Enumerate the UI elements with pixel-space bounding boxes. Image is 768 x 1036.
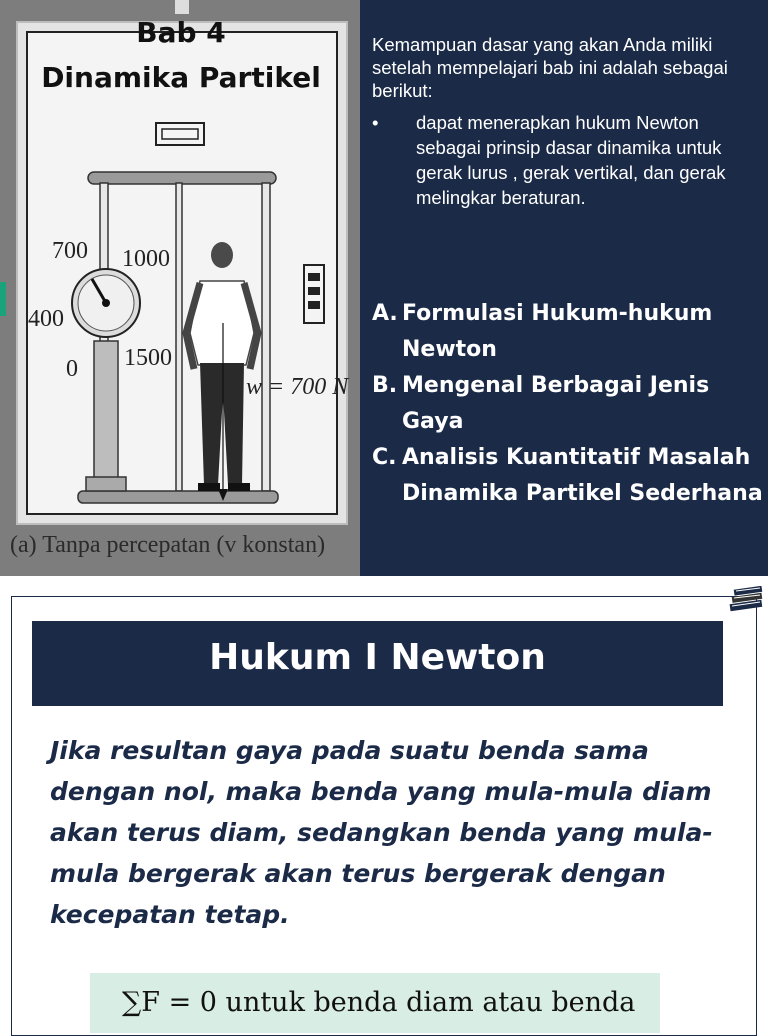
elevator-scale-illustration bbox=[28, 33, 336, 513]
outline-item bbox=[372, 440, 764, 512]
chapter-title bbox=[0, 10, 362, 100]
illustration-caption: (a) Tanpa percepatan (v konstan) bbox=[10, 532, 326, 558]
elevator-drawing bbox=[26, 31, 338, 515]
books-icon bbox=[728, 586, 766, 612]
slide-title: Hukum I Newton bbox=[32, 621, 723, 706]
outline-text: Formulasi Hukum-hukum Newton bbox=[402, 301, 713, 362]
chapter-number: Bab 4 bbox=[136, 16, 226, 49]
scale-label-400: 400 bbox=[28, 306, 64, 332]
chapter-name: Dinamika Partikel bbox=[41, 61, 321, 94]
scale-label-1000: 1000 bbox=[122, 246, 170, 272]
scale-label-700: 700 bbox=[52, 238, 88, 264]
outline-letter: A. bbox=[372, 301, 398, 326]
outline-letter: B. bbox=[372, 373, 398, 398]
law-statement: Jika resultan gaya pada suatu benda sama dengan nol, maka benda yang mula-mula diam akan terus diam, sedangkan benda yang mula-mula bergerak akan terus bergerak dengan kecepatan tetap. bbox=[50, 736, 713, 929]
outline-item bbox=[372, 296, 764, 368]
intro-text: Kemampuan dasar yang akan Anda miliki setelah mempelajari bab ini adalah sebagai berikut: bbox=[372, 34, 728, 101]
side-tab bbox=[0, 282, 6, 316]
scale-label-1500: 1500 bbox=[124, 345, 172, 371]
outline-letter: C. bbox=[372, 445, 397, 470]
outline-text: Mengenal Berbagai Jenis Gaya bbox=[402, 373, 710, 434]
outline-text: Analisis Kuantitatif Masalah Dinamika Partikel Sederhana bbox=[402, 445, 763, 506]
chapter-outline bbox=[372, 296, 764, 512]
outline-item bbox=[372, 368, 764, 440]
objective-text: dapat menerapkan hukum Newton sebagai prinsip dasar dinamika untuk gerak lurus , gerak vertikal, dan gerak melingkar beraturan. bbox=[416, 112, 726, 208]
scale-label-0: 0 bbox=[66, 356, 78, 382]
illustration-panel bbox=[0, 0, 360, 576]
weight-label: w = 700 N bbox=[246, 374, 349, 400]
bullet-dot: • bbox=[372, 112, 379, 133]
formula-box: ∑F = 0 untuk benda diam atau benda bbox=[90, 973, 660, 1033]
